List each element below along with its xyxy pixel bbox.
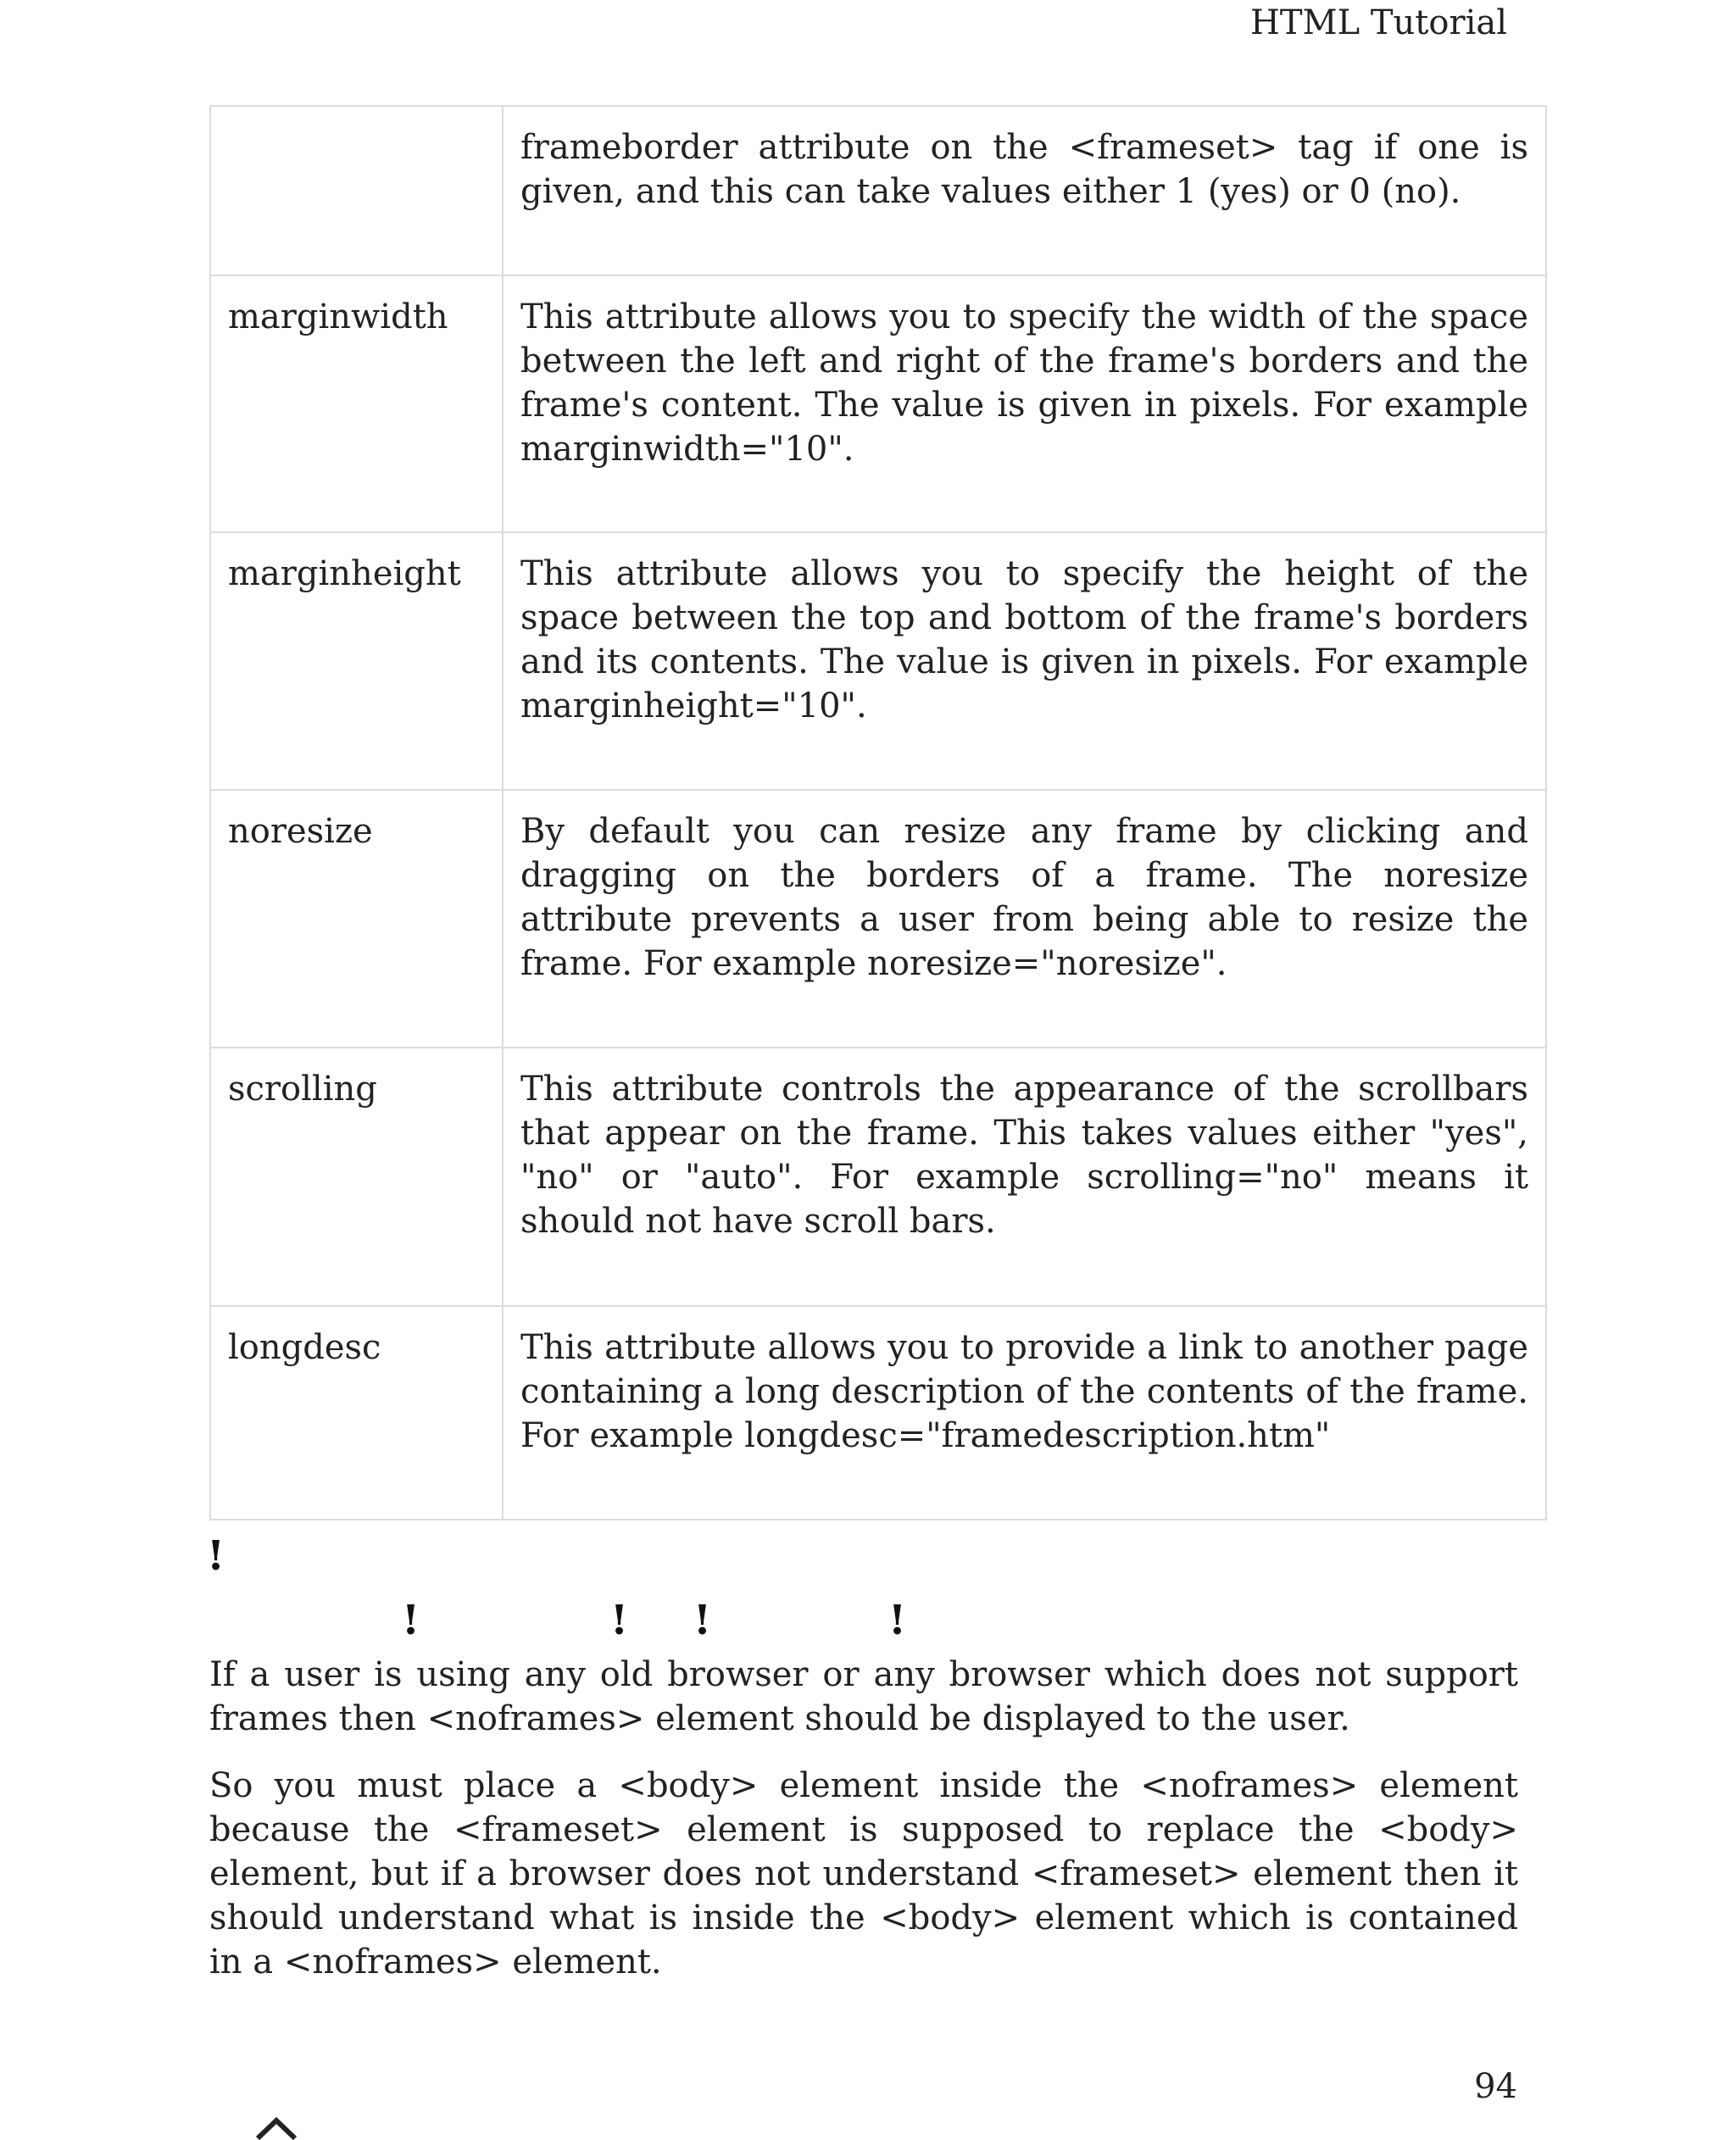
attribute-name: noresize bbox=[210, 790, 503, 1048]
exclamation-mark: ! bbox=[207, 1532, 225, 1580]
exclamation-mark: ! bbox=[402, 1597, 420, 1644]
table-row bbox=[210, 106, 1546, 275]
body-paragraph: So you must place a <body> element inside the <noframes> element because the <frameset> element is supposed to replace the <body> element, but if a browser does not understand <frameset> element then it should understand what is inside the <body> element which is contained in a <noframes> element. bbox=[209, 1766, 1518, 1982]
attribute-name: longdesc bbox=[210, 1306, 503, 1520]
body-paragraph: If a user is using any old browser or any browser which does not support frames then <noframes> element should be displayed to the user. bbox=[209, 1655, 1518, 1738]
attribute-description: This attribute allows you to provide a link to another page containing a long description of the contents of the frame. For example longdesc="framedescription.htm" bbox=[503, 1306, 1546, 1520]
attribute-description: By default you can resize any frame by clicking and dragging on the borders of a frame. The noresize attribute prevents a user from being able to resize the frame. For example noresize="noresize". bbox=[503, 790, 1546, 1048]
exclamation-mark: ! bbox=[693, 1597, 712, 1644]
caret-up-icon bbox=[253, 2114, 300, 2140]
frame-attributes-table bbox=[209, 105, 1547, 1520]
table-row bbox=[210, 1048, 1546, 1306]
table-row bbox=[210, 1306, 1546, 1520]
table-row bbox=[210, 790, 1546, 1048]
running-header: HTML Tutorial bbox=[1250, 3, 1507, 42]
table-row bbox=[210, 275, 1546, 532]
attribute-description: frameborder attribute on the <frameset> tag if one is given, and this can take values either 1 (yes) or 0 (no). bbox=[503, 106, 1546, 275]
attribute-name: marginwidth bbox=[210, 275, 503, 532]
attribute-name: marginheight bbox=[210, 532, 503, 790]
attribute-description: This attribute allows you to specify the height of the space between the top and bottom of the frame's borders and its contents. The value is given in pixels. For example marginheight="10". bbox=[503, 532, 1546, 790]
attribute-description: This attribute allows you to specify the width of the space between the left and right of the frame's borders and the frame's content. The value is given in pixels. For example marginwidth="10". bbox=[503, 275, 1546, 532]
attribute-name: scrolling bbox=[210, 1048, 503, 1306]
attribute-name bbox=[210, 106, 503, 275]
exclamation-mark: ! bbox=[610, 1597, 629, 1644]
exclamation-mark: ! bbox=[888, 1597, 907, 1644]
attribute-description: This attribute controls the appearance of the scrollbars that appear on the frame. This takes values either "yes", "no" or "auto". For example scrolling="no" means it should not have scroll bars. bbox=[503, 1048, 1546, 1306]
table-row bbox=[210, 532, 1546, 790]
page-number: 94 bbox=[1474, 2067, 1517, 2106]
